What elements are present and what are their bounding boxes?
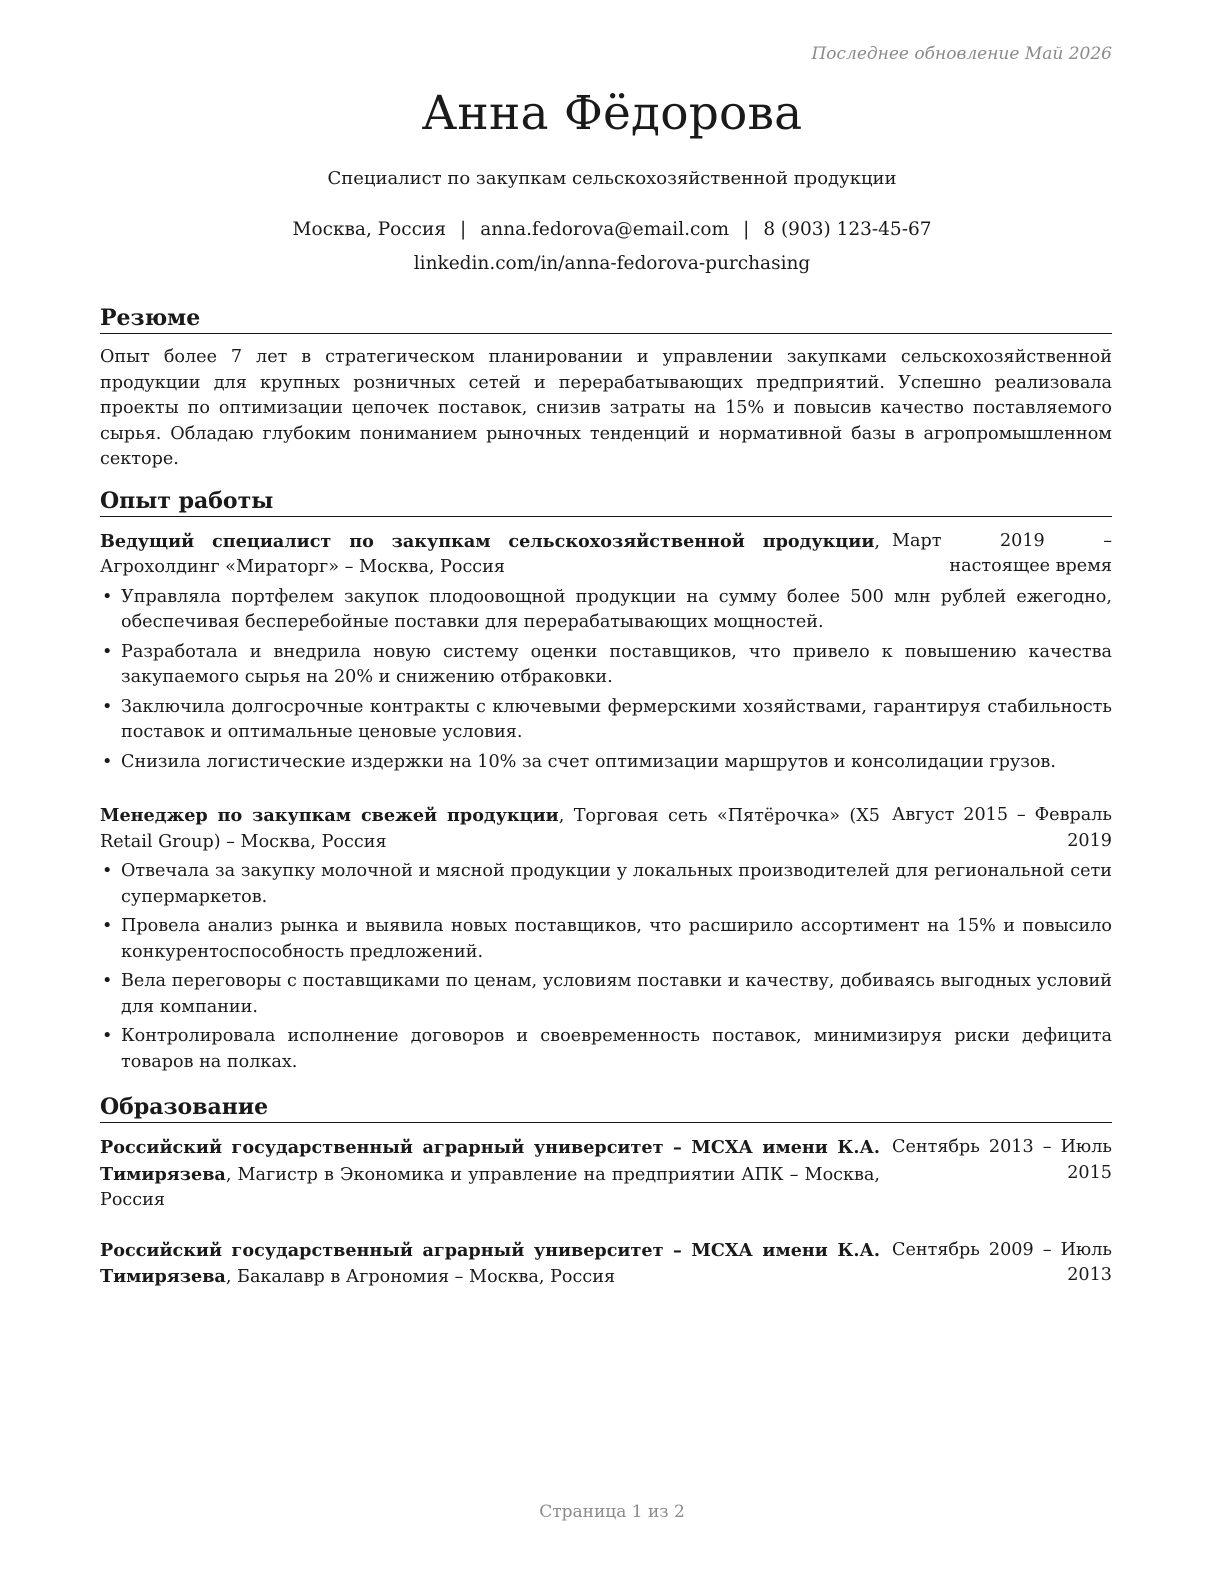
job-details: , Агрохолдинг «Мираторг» – Москва, Россия: [100, 531, 880, 577]
phone-number: 8 (903) 123-45-67: [763, 219, 932, 240]
job-bullets: [100, 859, 1112, 1075]
job-date-end: настоящее время: [949, 556, 1112, 576]
job-date-start: Август 2015 – Февраль: [892, 805, 1112, 825]
education-date-end: 2015: [1067, 1162, 1112, 1183]
section-title-summary: Резюме: [100, 304, 1112, 334]
education-date-start: Сентябрь 2013 – Июль: [892, 1137, 1112, 1157]
separator: |: [460, 219, 467, 240]
job-bullets: [100, 585, 1112, 776]
list-item: • Разработала и внедрила новую систему оценки поставщиков, что привело к повышению качества закупаемого сырья на 20% и снижению отбраковки.: [100, 640, 1112, 691]
institution-name: Российский государственный аграрный университет – МСХА имени К.А. Тимирязева: [100, 1239, 880, 1287]
job-date-start: Март 2019 –: [892, 530, 1112, 551]
resume-body: [100, 304, 1112, 1291]
list-item: • Управляла портфелем закупок плодоовощной продукции на сумму более 500 млн рублей ежегодно, обеспечивая бесперебойные поставки для перерабатывающих мощностей.: [100, 585, 1112, 636]
job-dates: [892, 529, 1112, 580]
list-item: • Отвечала за закупку молочной и мясной продукции у локальных производителей для региональной сети супермаркетов.: [100, 859, 1112, 910]
education-dates: [892, 1135, 1112, 1186]
job-date-end: 2019: [1067, 830, 1112, 851]
last-updated: Последнее обновление Май 2026: [811, 44, 1112, 64]
summary-text: Опыт более 7 лет в стратегическом планировании и управлении закупками сельскохозяйственной продукции для крупных розничных сетей и перерабатывающих предприятий. Успешно реализовала проекты по оптимизации цепочек поставок, снизив затраты на 15% и повысив качество поставляемого сырья. Обладаю глубоким пониманием рыночных тенденций и нормативной базы в агропромышленном секторе.: [100, 347, 1112, 469]
contact-line: [0, 219, 1224, 240]
candidate-name: Анна Фёдорова: [421, 86, 803, 141]
page-number: Страница 1 из 2: [539, 1502, 685, 1522]
linkedin-link[interactable]: linkedin.com/in/anna-fedorova-purchasing: [413, 253, 811, 274]
degree-details: , Магистр в Экономика и управление на предприятии АПК – Москва, Россия: [100, 1164, 880, 1210]
degree-details: , Бакалавр в Агрономия – Москва, Россия: [225, 1267, 616, 1287]
job-role: Менеджер по закупкам свежей продукции: [100, 805, 559, 826]
job-entry: [100, 803, 1112, 1075]
education-entry: [100, 1238, 1112, 1291]
list-item: • Вела переговоры с поставщиками по ценам, условиям поставки и качеству, добиваясь выгодных условий для компании.: [100, 969, 1112, 1020]
headline: Специалист по закупкам сельскохозяйственной продукции: [327, 168, 897, 189]
job-heading: [100, 529, 880, 581]
separator: |: [743, 219, 750, 240]
education-dates: [892, 1238, 1112, 1289]
list-item: • Заключила долгосрочные контракты с ключевыми фермерскими хозяйствами, гарантируя стабильность поставок и оптимальные ценовые условия.: [100, 695, 1112, 746]
section-title-experience: Опыт работы: [100, 487, 1112, 517]
institution-name: Российский государственный аграрный университет – МСХА имени К.А. Тимирязева: [100, 1137, 880, 1185]
section-title-education: Образование: [100, 1093, 1112, 1123]
list-item: • Провела анализ рынка и выявила новых поставщиков, что расширило ассортимент на 15% и повысило конкурентоспособность предложений.: [100, 914, 1112, 965]
education-heading: [100, 1238, 880, 1291]
location: Москва, Россия: [292, 219, 447, 240]
job-details: , Торговая сеть «Пятёрочка» (X5 Retail Group) – Москва, Россия: [100, 806, 880, 852]
job-dates: [892, 803, 1112, 854]
education-entry: [100, 1135, 1112, 1214]
education-heading: [100, 1135, 880, 1214]
education-date-end: 2013: [1067, 1265, 1112, 1285]
job-heading: [100, 803, 880, 855]
email-link[interactable]: anna.fedorova@email.com: [480, 219, 730, 240]
education-date-start: Сентябрь 2009 – Июль: [892, 1239, 1112, 1260]
job-entry: [100, 529, 1112, 776]
list-item: • Снизила логистические издержки на 10% за счет оптимизации маршрутов и консолидации грузов.: [100, 750, 1112, 776]
list-item: • Контролировала исполнение договоров и своевременность поставок, минимизируя риски дефицита товаров на полках.: [100, 1024, 1112, 1075]
job-role: Ведущий специалист по закупкам сельскохозяйственной продукции: [100, 530, 875, 552]
